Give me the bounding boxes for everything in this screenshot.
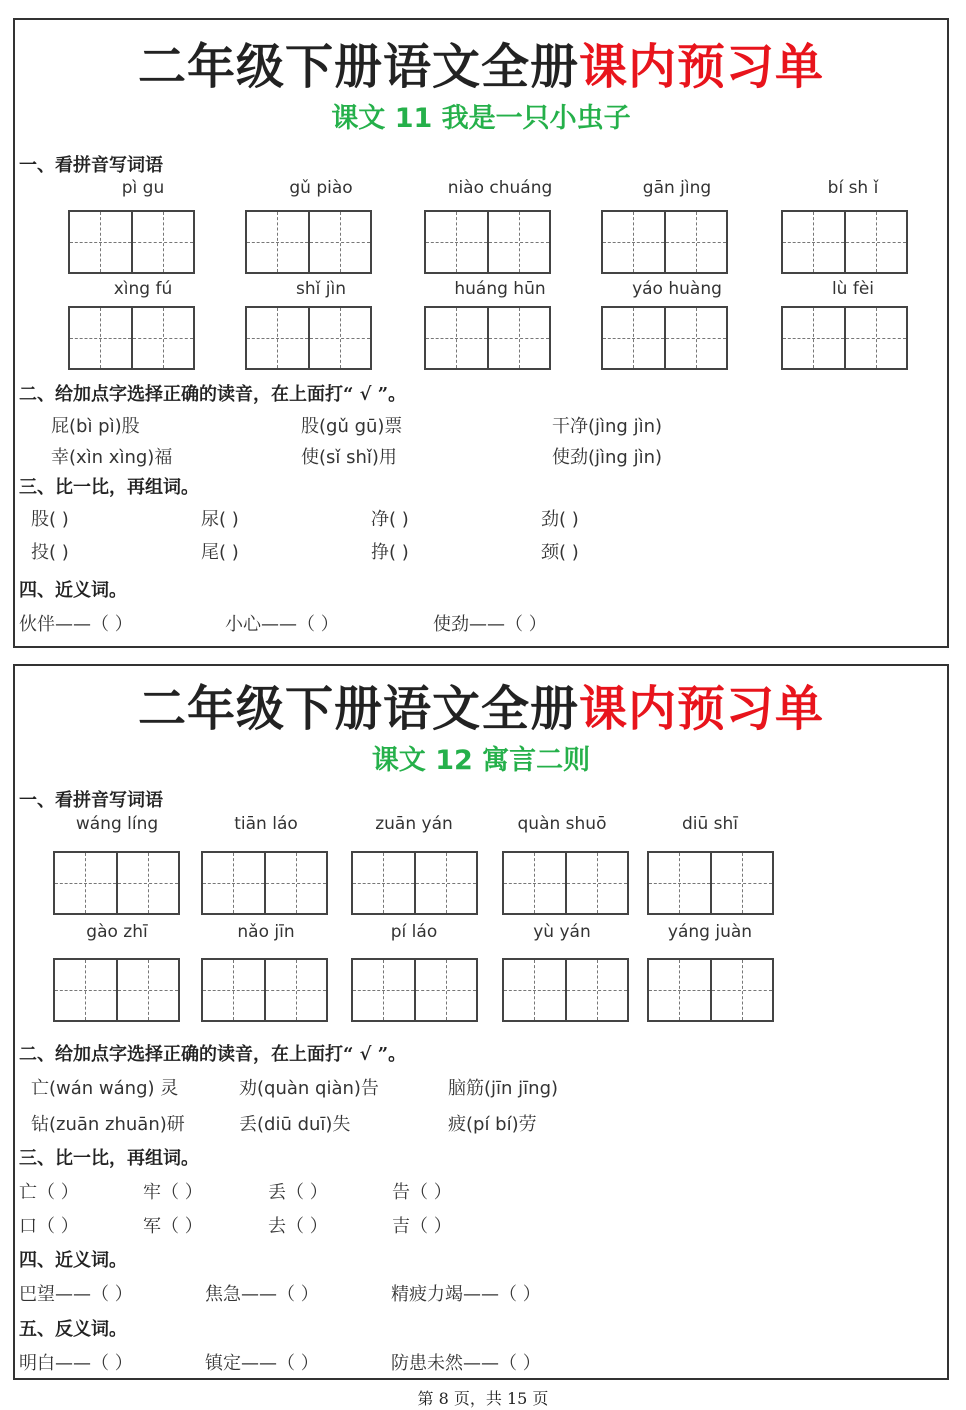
writing-grid[interactable] — [201, 851, 328, 915]
synonym-item[interactable]: 小心——（ ） — [225, 614, 339, 635]
compare-item[interactable]: 吉（ ） — [392, 1216, 452, 1237]
reading-choice[interactable]: 亡(wán wáng) 灵 — [31, 1078, 179, 1099]
pinyin-label: niào chuáng — [447, 178, 553, 198]
title-red-text: 课内预习单 — [579, 39, 825, 95]
reading-choice[interactable]: 脑筋(jīn jīng) — [448, 1078, 559, 1099]
pinyin-label: wáng líng — [75, 814, 159, 834]
pinyin-label: diū shī — [681, 814, 739, 834]
compare-item[interactable]: 劲( ) — [541, 509, 579, 530]
writing-grid[interactable] — [424, 306, 551, 370]
antonym-item[interactable]: 明白——（ ） — [19, 1353, 133, 1374]
synonym-item[interactable]: 精疲力竭——（ ） — [391, 1284, 541, 1305]
reading-choice[interactable]: 钻(zuān zhuān)研 — [31, 1114, 185, 1135]
pinyin-label: huáng hūn — [454, 279, 546, 299]
writing-grid[interactable] — [68, 210, 195, 274]
writing-grid[interactable] — [201, 958, 328, 1022]
reading-choice[interactable]: 丢(diū duī)失 — [239, 1114, 351, 1135]
lesson11-worksheet — [13, 18, 949, 648]
section-5-heading: 五、反义词。 — [19, 1319, 127, 1340]
pinyin-label: pì gu — [121, 178, 165, 198]
compare-item[interactable]: 亡（ ） — [19, 1182, 79, 1203]
compare-item[interactable]: 去（ ） — [268, 1216, 328, 1237]
worksheet-title — [15, 28, 947, 97]
lesson-subtitle: 课文 12 寓言二则 — [371, 745, 591, 776]
writing-grid[interactable] — [647, 851, 774, 915]
page-footer: 第 8 页，共 15 页 — [417, 1389, 549, 1408]
pinyin-label: yáo huàng — [632, 279, 722, 299]
writing-grid[interactable] — [601, 306, 728, 370]
reading-choice[interactable]: 屁(bì pì)股 — [51, 416, 140, 437]
compare-item[interactable]: 丢（ ） — [268, 1182, 328, 1203]
compare-item[interactable]: 挣( ) — [371, 542, 409, 563]
title-red-text: 课内预习单 — [579, 681, 825, 737]
pinyin-label: quàn shuō — [517, 814, 607, 834]
compare-item[interactable]: 颈( ) — [541, 542, 579, 563]
pinyin-label: shǐ jìn — [296, 279, 346, 299]
writing-grid[interactable] — [68, 306, 195, 370]
worksheet-title — [15, 670, 947, 739]
compare-item[interactable]: 净( ) — [371, 509, 409, 530]
writing-grid[interactable] — [647, 958, 774, 1022]
title-black-text: 二年级下册语文全册 — [137, 681, 579, 737]
reading-choice[interactable]: 干净(jìng jìn) — [552, 416, 663, 437]
pinyin-label: gǔ piào — [289, 178, 353, 198]
pinyin-label: nǎo jīn — [237, 922, 295, 942]
pinyin-label: yáng juàn — [667, 922, 753, 942]
pinyin-label: tiān láo — [234, 814, 298, 834]
writing-grid[interactable] — [351, 851, 478, 915]
writing-grid[interactable] — [53, 958, 180, 1022]
pinyin-label: xìng fú — [113, 279, 173, 299]
lesson-subtitle: 课文 11 我是一只小虫子 — [331, 103, 631, 134]
pinyin-label: pí láo — [390, 922, 438, 942]
synonym-item[interactable]: 焦急——（ ） — [205, 1284, 319, 1305]
writing-grid[interactable] — [781, 210, 908, 274]
synonym-item[interactable]: 巴望——（ ） — [19, 1284, 133, 1305]
synonym-item[interactable]: 伙伴——（ ） — [19, 614, 133, 635]
section-1-heading: 一、看拼音写词语 — [19, 790, 163, 811]
reading-choice[interactable]: 股(gǔ gū)票 — [301, 416, 403, 437]
reading-choice[interactable]: 劝(quàn qiàn)告 — [239, 1078, 379, 1099]
section-3-heading: 三、比一比，再组词。 — [19, 1148, 199, 1169]
compare-item[interactable]: 告（ ） — [392, 1182, 452, 1203]
writing-grid[interactable] — [245, 306, 372, 370]
writing-grid[interactable] — [53, 851, 180, 915]
compare-item[interactable]: 股( ) — [31, 509, 69, 530]
section-3-heading: 三、比一比，再组词。 — [19, 477, 199, 498]
section-2-heading: 二、给加点字选择正确的读音，在上面打“ √ ”。 — [19, 384, 407, 405]
pinyin-label: bí sh ǐ — [827, 178, 879, 198]
pinyin-label: yù yán — [533, 922, 591, 942]
section-2-heading: 二、给加点字选择正确的读音，在上面打“ √ ”。 — [19, 1044, 407, 1065]
compare-item[interactable]: 牢（ ） — [143, 1182, 203, 1203]
section-1-heading: 一、看拼音写词语 — [19, 155, 163, 176]
writing-grid[interactable] — [601, 210, 728, 274]
pinyin-label: gān jìng — [642, 178, 712, 198]
title-black-text: 二年级下册语文全册 — [137, 39, 579, 95]
reading-choice[interactable]: 使劲(jìng jìn) — [552, 447, 663, 468]
section-4-heading: 四、近义词。 — [19, 1250, 127, 1271]
lesson12-worksheet — [13, 664, 949, 1380]
writing-grid[interactable] — [502, 958, 629, 1022]
compare-item[interactable]: 尿( ) — [201, 509, 239, 530]
antonym-item[interactable]: 镇定——（ ） — [205, 1353, 319, 1374]
pinyin-label: zuān yán — [375, 814, 453, 834]
pinyin-label: lù fèi — [831, 279, 875, 299]
writing-grid[interactable] — [781, 306, 908, 370]
compare-item[interactable]: 军（ ） — [143, 1216, 203, 1237]
writing-grid[interactable] — [502, 851, 629, 915]
section-4-heading: 四、近义词。 — [19, 580, 127, 601]
writing-grid[interactable] — [424, 210, 551, 274]
writing-grid[interactable] — [351, 958, 478, 1022]
antonym-item[interactable]: 防患未然——（ ） — [391, 1353, 541, 1374]
reading-choice[interactable]: 疲(pí bí)劳 — [448, 1114, 537, 1135]
compare-item[interactable]: 尾( ) — [201, 542, 239, 563]
synonym-item[interactable]: 使劲——（ ） — [433, 614, 547, 635]
pinyin-label: gào zhī — [86, 922, 148, 942]
reading-choice[interactable]: 使(sǐ shǐ)用 — [301, 447, 397, 468]
reading-choice[interactable]: 幸(xìn xìng)福 — [51, 447, 173, 468]
writing-grid[interactable] — [245, 210, 372, 274]
compare-item[interactable]: 投( ) — [31, 542, 69, 563]
compare-item[interactable]: 口（ ） — [19, 1216, 79, 1237]
